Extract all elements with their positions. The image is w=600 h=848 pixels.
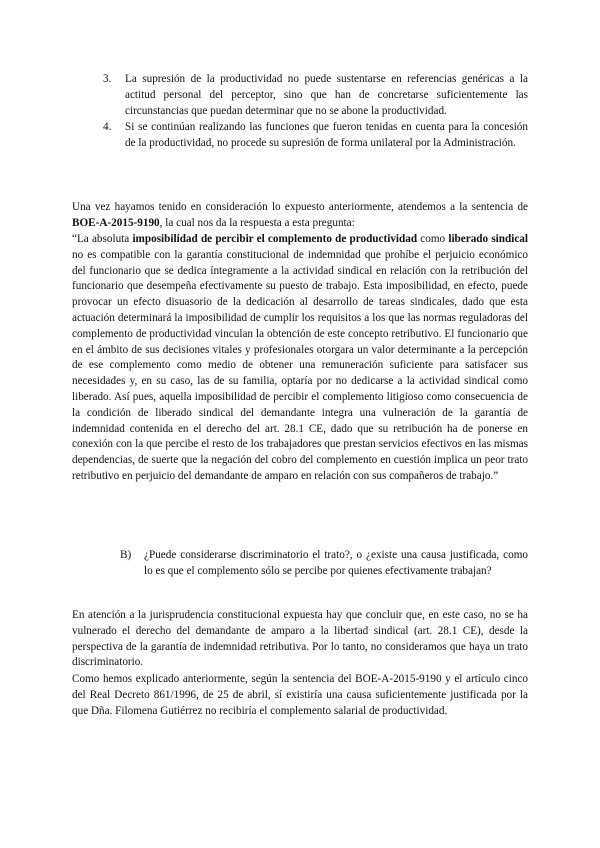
list-item-number: 4. bbox=[103, 121, 112, 133]
question-label: B) bbox=[120, 549, 132, 561]
list-item-text: Si se continúan realizando las funciones que fueron tenidas en cuenta para la concesión de la productividad, no procede su supresión de forma unilateral por la Administración. bbox=[125, 121, 528, 149]
list-item-text: La supresión de la productividad no puede sustentarse en referencias genéricas a la actitud personal del perceptor, sino que han de concretarse suficientemente las circunstancias que puedan determinar que no se abone la productividad. bbox=[125, 73, 528, 117]
quote-connector: como bbox=[417, 233, 449, 245]
intro-text: Una vez hayamos tenido en consideración lo expuesto anteriormente, atendemos a la sentencia de bbox=[72, 201, 528, 213]
boe-reference: BOE-A-2015-9190 bbox=[72, 216, 160, 229]
final-paragraph: Como hemos explicado anteriormente, según la sentencia del BOE-A-2015-9190 y el artículo cinco del Real Decreto 861/1996, de 25 de abril, sí existiría una causa suficientemente justificada por la que Dña. Filomena Gutiérrez no recibiría el complemento salarial de productividad. bbox=[72, 673, 528, 717]
quote-bold-productivity: imposibilidad de percibir el complemento de productividad bbox=[132, 233, 418, 245]
list-item bbox=[103, 120, 528, 152]
court-quote bbox=[72, 232, 528, 485]
quote-body: no es compatible con la garantía constitucional de indemnidad que prohíbe el perjuicio económico del funcionario que se dedica íntegramente a la actividad sindical en relación con la retribución del funcionario que desempeña efectivamente su puesto de trabajo. Esta imposibilidad, en efecto, puede provocar un efecto disuasorio de la dedicación al desarrollo de tareas sindicales, dado que esta actuación determinará la imposibilidad de cumplir los requisitos a los que las normas reguladoras del complemento de productividad vinculan la obtención de este concepto retributivo. El funcionario que en el ámbito de sus decisiones vitales y profesionales otorgara un valor determinante a la percepción de ese complemento como medio de obtener una remuneración suficiente para satisfacer sus necesidades y, en su caso, las de su familia, optaría por no dedicarse a la actividad sindical como liberado. Así pues, aquella imposibilidad de percibir el complemento litigioso como consecuencia de la condición de liberado sindical del demandante integra una vulneración de la garantía de indemnidad contenida en el derecho del art. 28.1 CE, dado que su retribución ha de ponerse en conexión con la que percibe el resto de los trabajadores que prestan servicios efectivos en las mismas dependencias, de suerte que la negación del cobro del complemento en cuestión implica un peor trato retributivo en perjuicio del demandante de amparo en relación con sus compañeros de trabajo.” bbox=[72, 248, 528, 482]
question-b bbox=[120, 548, 528, 580]
quote-open: “La absoluta bbox=[72, 233, 133, 245]
conclusion-paragraph: En atención a la jurisprudencia constitucional expuesta hay que concluir que, en este caso, no se ha vulnerado el derecho del demandante de amparo a la libertad sindical (art. 28.1 CE), desde la perspectiva de la garantía de indemnidad retributiva. Por lo tanto, no consideramos que haya un trato discriminatorio. bbox=[72, 609, 528, 669]
question-text: ¿Puede considerarse discriminatorio el trato?, o ¿existe una causa justificada, como lo es que el complemento sólo se percibe por quienes efectivamente trabajan? bbox=[144, 549, 528, 577]
list-item bbox=[103, 72, 528, 119]
quote-bold-liberado: liberado sindical bbox=[448, 233, 529, 245]
intro-paragraph bbox=[72, 200, 528, 232]
intro-text-end: , la cual nos da la respuesta a esta pregunta: bbox=[159, 216, 355, 229]
list-item-number: 3. bbox=[103, 73, 112, 85]
